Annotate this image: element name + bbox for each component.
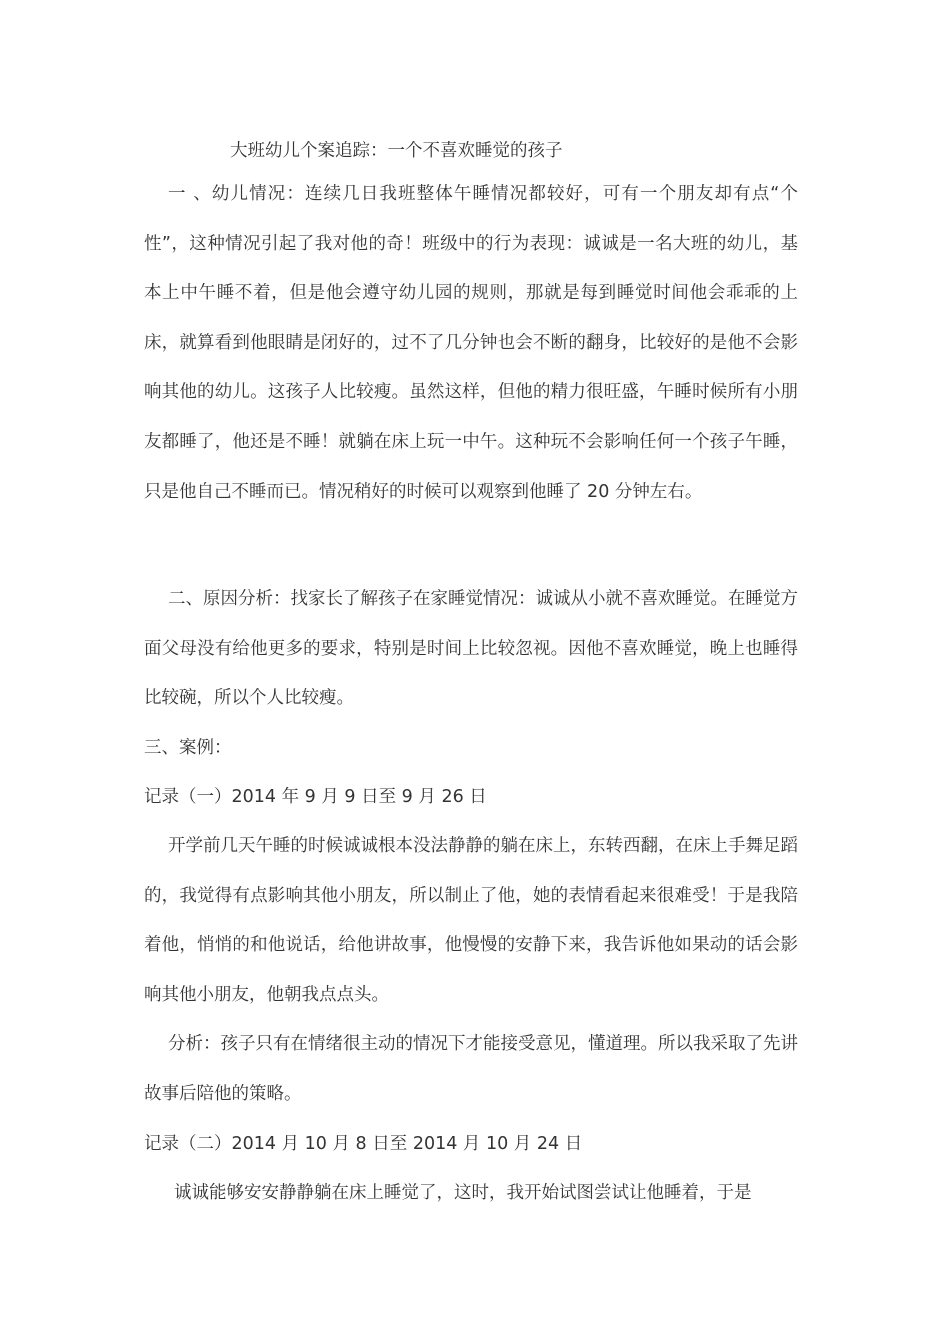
record-two-text: 诚诚能够安安静静躺在床上睡觉了，这时，我开始试图尝试让他睡着，于是 <box>174 1183 752 1203</box>
record-one-text: 开学前几天午睡的时候诚诚根本没法静静的躺在床上，东转西翻，在床上手舞足蹈的，我觉得有点影响其他小朋友，所以制止了他，她的表情看起来很难受！于是我陪着他，悄悄的和他说话，给他讲故事，他慢慢的安静下来，我告诉他如果动的话会影响其他小朋友，他朝我点点头。 <box>144 836 798 1005</box>
document-title: 大班幼儿个案追踪：一个不喜欢睡觉的孩子 <box>230 141 563 161</box>
paragraph-child-situation: 一 、幼儿情况：连续几日我班整体午睡情况都较好，可有一个朋友却有点“个性”，这种情况引起了我对他的奇！班级中的行为表现：诚诚是一名大班的幼儿，基本上中午睡不着，但是他会遵守幼儿园的规则，那就是每到睡觉时间他会乖乖的上床，就算看到他眼睛是闭好的，过不了几分钟也会不断的翻身，比较好的是他不会影响其他的幼儿。这孩子人比较瘦。虽然这样，但他的精力很旺盛，午睡时候所有小朋友都睡了，他还是不睡！就躺在床上玩一中午。这种玩不会影响任何一个孩子午睡，只是他自己不睡而已。情况稍好的时候可以观察到他睡了 20 分钟左右。 <box>144 184 798 502</box>
record-one-analysis: 分析：孩子只有在情绪很主动的情况下才能接受意见，懂道理。所以我采取了先讲故事后陪他的策略。 <box>144 1034 798 1104</box>
record-one-heading: 记录（一）2014 年 9 月 9 日至 9 月 26 日 <box>144 787 487 807</box>
section-heading-cases: 三、案例： <box>144 738 232 758</box>
record-two-heading: 记录（二）2014 月 10 月 8 日至 2014 月 10 月 24 日 <box>144 1134 583 1154</box>
paragraph-cause-analysis: 二、原因分析：找家长了解孩子在家睡觉情况：诚诚从小就不喜欢睡觉。在睡觉方面父母没有给他更多的要求，特别是时间上比较忽视。因他不喜欢睡觉，晚上也睡得比较碗，所以个人比较瘦。 <box>144 589 798 709</box>
